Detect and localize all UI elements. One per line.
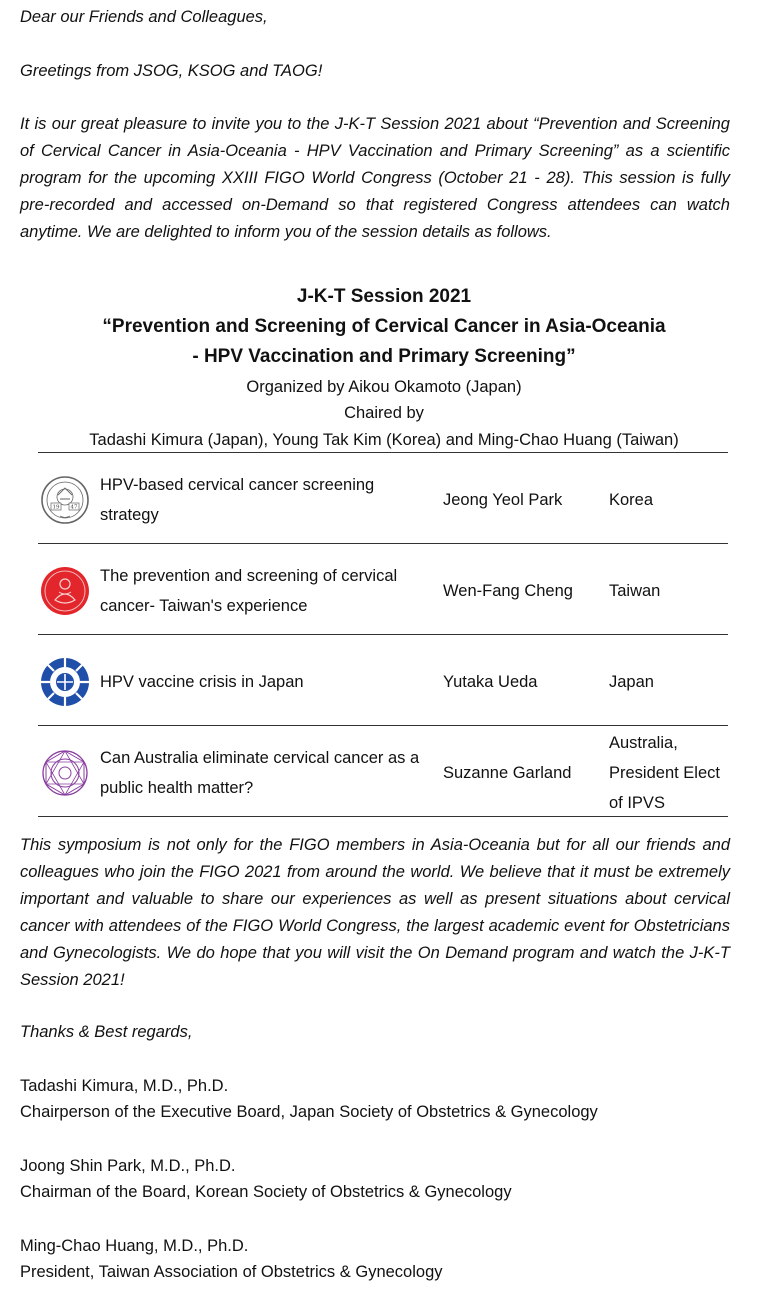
talk-speaker: Wen-Fang Cheng [443,582,573,600]
intro-paragraph: It is our great pleasure to invite you to the J-K-T Session 2021 about “Prevention and Screening of Cervical Cancer in Asia-Oceania - HPV Vaccination and Primary Screening” as a scientific program for the upcoming XXIII FIGO World Congress (October 21 - 28). This session is fully pre-recorded and accessed on-Demand so that registered Congress attendees can watch anytime. We are delighted to inform you of the session details as follows. [20,115,730,241]
session-title: J-K-T Session 2021 [296,286,472,307]
talk-topic: The prevention and screening of cervical cancer- Taiwan's experience [100,567,398,615]
talk-speaker: Jeong Yeol Park [443,491,563,509]
session-subtitle-line1: “Prevention and Screening of Cervical Cancer in Asia-Oceania [102,316,666,337]
session-subtitle-line2: - HPV Vaccination and Primary Screening” [192,346,576,367]
chaired-by-label: Chaired by [344,404,424,422]
seal-year-left: 19 [52,504,60,511]
regards: Thanks & Best regards, [20,1023,193,1041]
signature-title: Chairperson of the Executive Board, Japan Society of Obstetrics & Gynecology [20,1103,598,1121]
table-row [38,726,728,816]
talk-topic: HPV vaccine crisis in Japan [100,673,304,691]
talk-topic: Can Australia eliminate cervical cancer as a public health matter? [100,749,420,797]
seal-year-right: 47 [70,504,78,511]
talk-country: Australia, President Elect of IPVS [609,734,720,812]
jsog-emblem-icon [40,657,90,707]
ipvs-geometric-icon [40,748,90,798]
greetings-line: Greetings from JSOG, KSOG and TAOG! [20,62,323,80]
table-row [38,635,728,725]
greeting: Dear our Friends and Colleagues, [20,8,268,26]
table-row [38,453,728,543]
talk-country: Japan [609,673,654,691]
signature-name: Ming-Chao Huang, M.D., Ph.D. [20,1237,249,1255]
signature-title: President, Taiwan Association of Obstetrics & Gynecology [20,1263,443,1281]
ksog-seal-icon [40,475,90,525]
signature-name: Tadashi Kimura, M.D., Ph.D. [20,1077,229,1095]
table-row [38,544,728,634]
talk-country: Taiwan [609,582,661,600]
taog-emblem-icon [40,566,90,616]
talk-topic: HPV-based cervical cancer screening strategy [100,476,375,524]
signature-title: Chairman of the Board, Korean Society of Obstetrics & Gynecology [20,1183,512,1201]
talk-speaker: Suzanne Garland [443,764,572,782]
talk-speaker: Yutaka Ueda [443,673,538,691]
talk-country: Korea [609,491,654,509]
chairs: Tadashi Kimura (Japan), Young Tak Kim (Korea) and Ming-Chao Huang (Taiwan) [89,431,679,449]
closing-paragraph: This symposium is not only for the FIGO members in Asia-Oceania but for all our friends and colleagues who join the FIGO 2021 from around the world. We believe that it must be extremely important and valuable to share our experiences as well as present situations about cervical cancer with attendees of the FIGO World Congress, the largest academic event for Obstetricians and Gynecologists. We do hope that you will visit the On Demand program and watch the J-K-T Session 2021! [20,836,730,989]
signature-name: Joong Shin Park, M.D., Ph.D. [20,1157,236,1175]
organized-by: Organized by Aikou Okamoto (Japan) [246,378,522,396]
table-bottom-rule [38,816,728,817]
